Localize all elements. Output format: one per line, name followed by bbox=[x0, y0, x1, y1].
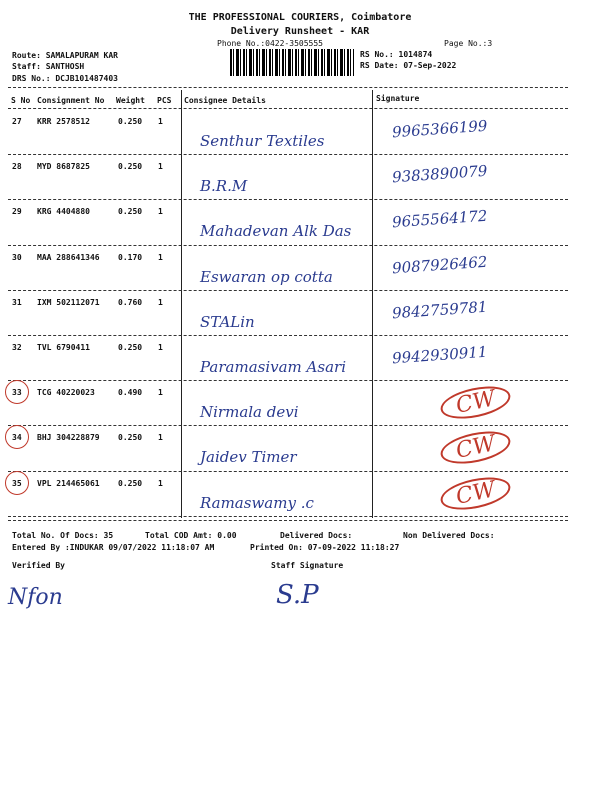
table-bottom-rule bbox=[8, 520, 568, 521]
row-signature: 9942930911 bbox=[391, 342, 488, 368]
row-divider bbox=[8, 380, 568, 381]
drs-number: DRS No.: DCJB101487403 bbox=[12, 74, 118, 83]
row-sno: 28 bbox=[12, 162, 22, 172]
delivered-docs: Delivered Docs: bbox=[280, 531, 353, 540]
row-pcs: 1 bbox=[158, 433, 163, 443]
row-divider bbox=[8, 516, 568, 517]
row-consignment-no: TVL 6790411 bbox=[37, 343, 90, 352]
row-signature: 9965366199 bbox=[391, 116, 488, 142]
row-pcs: 1 bbox=[158, 388, 163, 398]
row-signature: 9655564172 bbox=[391, 207, 488, 232]
row-consignee: Senthur Textiles bbox=[200, 132, 325, 150]
sno-circle-mark bbox=[5, 425, 29, 449]
row-weight: 0.250 bbox=[118, 343, 143, 352]
row-pcs: 1 bbox=[158, 162, 163, 172]
row-sno: 33 bbox=[12, 388, 22, 398]
row-consignee: Ramaswamy .c bbox=[200, 493, 314, 512]
row-consignee: Paramasivam Asari bbox=[200, 358, 346, 376]
sno-circle-mark bbox=[5, 380, 29, 404]
row-consignee: Jaidev Timer bbox=[200, 448, 297, 467]
staff-signature-label: Staff Signature bbox=[271, 561, 344, 570]
row-weight: 0.250 bbox=[118, 207, 143, 217]
row-sno: 27 bbox=[12, 117, 22, 126]
row-pcs: 1 bbox=[158, 343, 163, 352]
row-consignee: Mahadevan Alk Das bbox=[200, 222, 352, 241]
rs-date: RS Date: 07-Sep-2022 bbox=[360, 61, 457, 70]
row-consignment-no: IXM 502112071 bbox=[37, 297, 100, 307]
row-sno: 35 bbox=[12, 478, 22, 488]
row-pcs: 1 bbox=[158, 478, 163, 488]
row-consignment-no: KRG 4404880 bbox=[37, 207, 90, 217]
row-consignment-no: TCG 40220023 bbox=[37, 388, 95, 398]
verified-by-label: Verified By bbox=[12, 561, 65, 570]
verified-signature: Nfon bbox=[8, 585, 63, 610]
row-consignee: Nirmala devi bbox=[200, 403, 299, 422]
sheet-title: Delivery Runsheet - KAR bbox=[230, 26, 370, 37]
row-divider bbox=[8, 154, 568, 155]
total-cod: Total COD Amt: 0.00 bbox=[145, 531, 237, 540]
row-sno: 32 bbox=[12, 343, 22, 352]
printed-on: Printed On: 07-09-2022 11:18:27 bbox=[250, 543, 400, 552]
sno-circle-mark bbox=[5, 471, 29, 495]
col-consignment: Consignment No bbox=[37, 96, 105, 105]
row-consignment-no: BHJ 304228879 bbox=[37, 433, 100, 443]
row-consignee: STALin bbox=[200, 312, 255, 331]
row-consignment-no: MYD 8687825 bbox=[37, 162, 90, 172]
row-sno: 34 bbox=[12, 433, 22, 443]
row-pcs: 1 bbox=[158, 297, 163, 307]
row-consignee: Eswaran op cotta bbox=[200, 267, 333, 286]
row-divider bbox=[8, 425, 568, 426]
row-signature-cw: CW bbox=[438, 471, 514, 514]
row-pcs: 1 bbox=[158, 252, 163, 262]
row-signature: 9842759781 bbox=[391, 297, 488, 323]
row-sno: 29 bbox=[12, 207, 22, 217]
col-weight: Weight bbox=[116, 96, 145, 105]
row-consignment-no: VPL 214465061 bbox=[37, 478, 100, 488]
row-signature: 9087926462 bbox=[391, 252, 488, 277]
row-weight: 0.250 bbox=[118, 117, 143, 126]
row-weight: 0.250 bbox=[118, 162, 143, 172]
non-delivered-docs: Non Delivered Docs: bbox=[403, 531, 495, 540]
header-rule-bottom bbox=[8, 108, 568, 109]
route-label: Route: SAMALAPURAM KAR bbox=[12, 51, 118, 60]
row-divider bbox=[8, 290, 568, 291]
row-sno: 31 bbox=[12, 297, 22, 307]
row-consignment-no: MAA 288641346 bbox=[37, 252, 100, 262]
page-number: Page No.:3 bbox=[444, 39, 493, 48]
row-weight: 0.490 bbox=[118, 388, 143, 398]
phone-number: Phone No.:0422-3505555 bbox=[217, 39, 323, 48]
staff-signature: S.P bbox=[276, 580, 319, 610]
row-weight: 0.760 bbox=[118, 297, 143, 307]
row-divider bbox=[8, 245, 568, 246]
col-pcs: PCS bbox=[157, 96, 172, 105]
row-divider bbox=[8, 471, 568, 472]
col-signature: Signature bbox=[376, 94, 420, 103]
row-signature: 9383890079 bbox=[391, 161, 488, 187]
row-weight: 0.250 bbox=[118, 433, 143, 443]
col-sno: S No bbox=[11, 96, 31, 105]
header-rule-top bbox=[8, 87, 568, 88]
barcode bbox=[230, 49, 354, 76]
col-consignee: Consignee Details bbox=[184, 96, 266, 105]
total-docs: Total No. Of Docs: 35 bbox=[12, 531, 114, 540]
company-title: THE PROFESSIONAL COURIERS, Coimbatore bbox=[188, 12, 412, 23]
row-consignee: B.R.M bbox=[200, 177, 248, 196]
row-pcs: 1 bbox=[158, 117, 163, 126]
row-sno: 30 bbox=[12, 252, 22, 262]
row-divider bbox=[8, 335, 568, 336]
row-signature-cw: CW bbox=[438, 381, 514, 424]
row-weight: 0.250 bbox=[118, 478, 143, 488]
row-consignment-no: KRR 2578512 bbox=[37, 117, 90, 126]
row-signature-cw: CW bbox=[438, 426, 514, 469]
entered-by: Entered By :INDUKAR 09/07/2022 11:18:07 AM bbox=[12, 543, 215, 552]
staff-label: Staff: SANTHOSH bbox=[12, 62, 85, 71]
row-weight: 0.170 bbox=[118, 252, 143, 262]
row-divider bbox=[8, 199, 568, 200]
rs-number: RS No.: 1014874 bbox=[360, 50, 433, 59]
row-pcs: 1 bbox=[158, 207, 163, 217]
